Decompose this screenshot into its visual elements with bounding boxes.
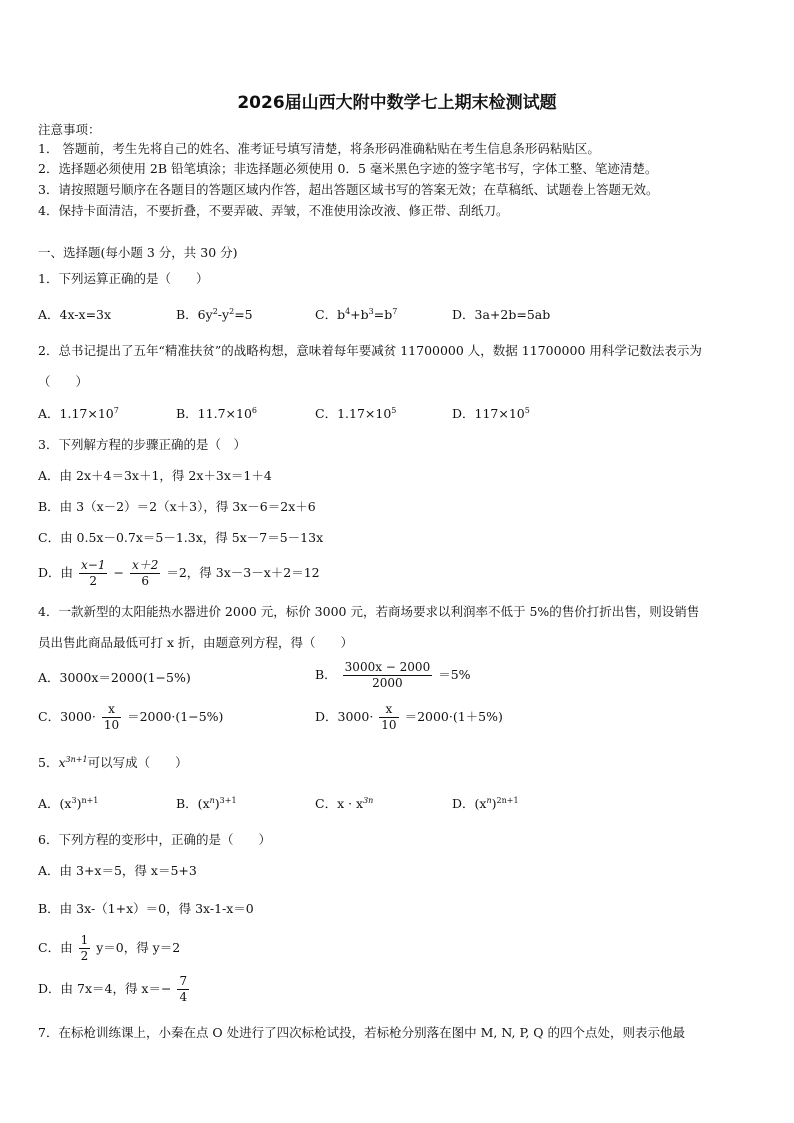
question-5-stem: 5．$x^{3n+1}$可以写成（ ） — [38, 755, 188, 770]
notice-item-1: 1． 答题前，考生先将自己的姓名、准考证号填写清楚，将条形码准确粘贴在考生信息条形码粘贴区。 — [38, 141, 600, 156]
q5-option-d: D．$(x^n)^{2n+1}$ — [452, 796, 519, 811]
q1-option-a: A．4x-x=3x — [38, 307, 112, 322]
q6-option-c: C．由 $\frac{1}{2}$ y＝0，得 y＝2 — [38, 933, 181, 963]
q2-option-a: A．$1.17\times 10^7$ — [38, 406, 119, 421]
q6-option-d: D．由 7x＝4，得 x＝− $\frac{7}{4}$ — [38, 974, 188, 1004]
notice-item-2: 2．选择题必须使用 2B 铅笔填涂；非选择题必须使用 0．5 毫米黑色字迹的签字笔书写，字体工整、笔迹清楚。 — [38, 161, 658, 176]
notice-heading: 注意事项： — [38, 122, 101, 137]
q3-option-c: C．由 0.5x－0.7x＝5－1.3x，得 5x－7＝5－13x — [38, 530, 324, 545]
q1-option-c: C．$b^4+b^3=b^7$ — [315, 307, 398, 322]
q5-option-c: C．$x \cdot x^{3n}$ — [315, 796, 374, 811]
fraction: $\frac{x}{10}$ — [381, 702, 397, 732]
fraction: $\frac{x}{10}$ — [103, 702, 120, 732]
q3-option-a: A．由 2x＋4＝3x＋1，得 2x＋3x＝1＋4 — [38, 468, 272, 483]
section-heading: 一、选择题(每小题 3 分，共 30 分) — [38, 245, 238, 260]
notice-item-4: 4．保持卡面清洁，不要折叠，不要弄破、弄皱，不准使用涂改液、修正带、刮纸刀。 — [38, 203, 509, 218]
question-7-stem: 7．在标枪训练课上，小秦在点 O 处进行了四次标枪试投，若标枪分别落在图中 M, N, P, Q 的四个点处，则表示他最 — [38, 1025, 685, 1040]
notice-item-3: 3．请按照题号顺序在各题目的答题区域内作答，超出答题区域书写的答案无效；在草稿纸、试题卷上答题无效。 — [38, 182, 659, 197]
q4-option-d: D．3000· $\frac{x}{10}$ ＝2000·(1＋5%) — [315, 702, 503, 732]
question-4-stem: 4．一款新型的太阳能热水器进价 2000 元，标价 3000 元，若商场要求以利润率不低于 5%的售价打折出售，则设销售 — [38, 604, 700, 619]
q1-option-d: D．3a+2b=5ab — [452, 307, 551, 322]
q4-option-c: C．3000· $\frac{x}{10}$ ＝2000·(1−5%) — [38, 702, 224, 732]
fraction: $\frac{3000x - 2000}{2000}$ — [344, 660, 431, 690]
page-title: 2026届山西大附中数学七上期末检测试题 — [237, 93, 557, 113]
q2-option-c: C．$1.17\times 10^5$ — [315, 406, 397, 421]
q3-option-d: D．由 $\frac{x-1}{2}$ − $\frac{x+2}{6}$ ＝2，得 3x－3－x＋2＝12 — [38, 558, 320, 588]
fraction: $\frac{1}{2}$ — [80, 933, 89, 963]
question-4-stem-cont: 员出售此商品最低可打 x 折，由题意列方程，得（ ） — [38, 635, 353, 650]
fraction: $\frac{x+2}{6}$ — [131, 558, 159, 588]
q5-option-a: A．$(x^3)^{n+1}$ — [38, 796, 99, 811]
question-3-stem: 3．下列解方程的步骤正确的是（ ） — [38, 437, 246, 452]
fraction: $\frac{x-1}{2}$ — [81, 558, 106, 588]
q2-option-b: B．$11.7\times 10^6$ — [176, 406, 257, 421]
q6-option-b: B．由 3x-（1+x）＝0，得 3x-1-x＝0 — [38, 901, 254, 916]
fraction: $\frac{7}{4}$ — [179, 974, 188, 1004]
q3-option-b: B．由 3（x－2）＝2（x＋3），得 3x－6＝2x＋6 — [38, 499, 316, 514]
question-2-stem: 2．总书记提出了五年“精准扶贫”的战略构想，意味着每年要减贫 11700000 人，数据 11700000 用科学记数法表示为 — [38, 343, 702, 358]
q4-option-a: A．3000x＝2000(1−5%) — [38, 670, 191, 685]
q6-option-a: A．由 3+x＝5，得 x＝5+3 — [38, 863, 197, 878]
q2-option-d: D．$117\times 10^5$ — [452, 406, 530, 421]
question-6-stem: 6．下列方程的变形中，正确的是（ ） — [38, 832, 271, 847]
q4-option-b: B． $\frac{3000x - 2000}{2000}$ ＝5% — [315, 660, 471, 690]
question-1-stem: 1．下列运算正确的是（ ） — [38, 271, 209, 286]
q1-option-b: B．$6y^2-y^2=5$ — [176, 307, 253, 322]
question-2-stem-cont: （ ） — [38, 374, 89, 389]
q5-option-b: B．$(x^n)^{3+1}$ — [176, 796, 237, 811]
